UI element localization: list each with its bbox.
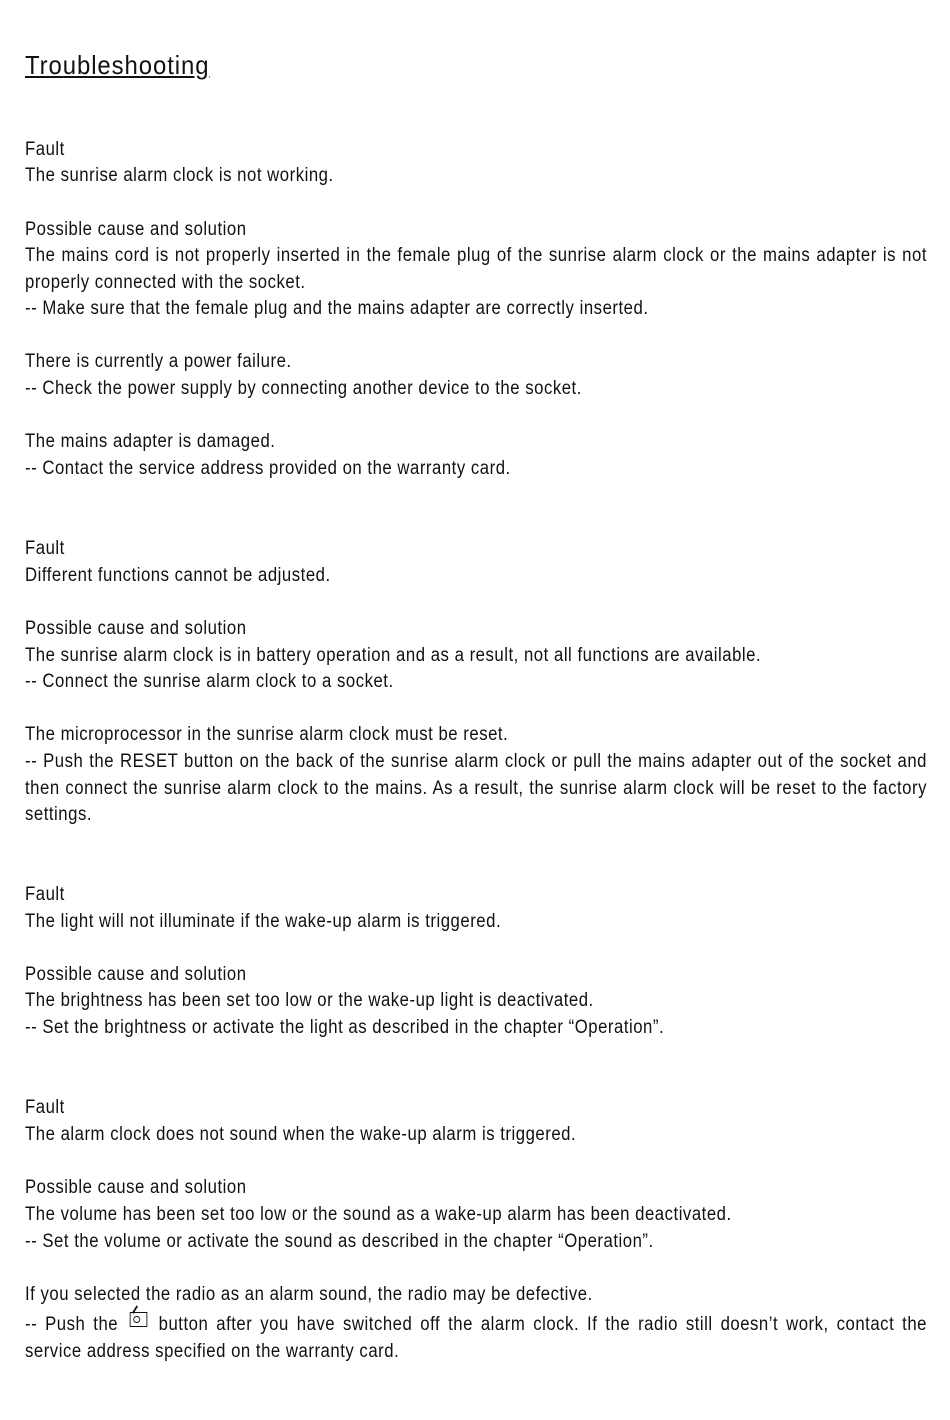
cause-text: The microprocessor in the sunrise alarm clock must be reset. — [25, 724, 509, 745]
fault-label: Fault — [25, 139, 65, 160]
cause-text: The brightness has been set too low or the wake-up light is deactivated. — [25, 990, 594, 1011]
fault-text: The sunrise alarm clock is not working. — [25, 165, 334, 186]
solution-text: -- Contact the service address provided on the warranty card. — [25, 458, 511, 479]
solution-text: -- Make sure that the female plug and the mains adapter are correctly inserted. — [25, 298, 649, 319]
fault-text: Different functions cannot be adjusted. — [25, 565, 331, 586]
cause-text: The volume has been set too low or the sound as a wake-up alarm has been deactivated. — [25, 1204, 732, 1225]
fault-label: Fault — [25, 1097, 65, 1118]
cause-text: The sunrise alarm clock is in battery operation and as a result, not all functions are available. — [25, 645, 762, 666]
solution-text: -- Connect the sunrise alarm clock to a socket. — [25, 671, 394, 692]
radio-icon — [130, 1312, 148, 1327]
fault-label: Fault — [25, 538, 65, 559]
cause-text: If you selected the radio as an alarm sound, the radio may be defective. — [25, 1284, 593, 1305]
cause-text: The mains cord is not properly inserted in the female plug of the sunrise alarm clock or the mains adapter is not properly connected with the socket. — [25, 245, 927, 293]
fault-label: Fault — [25, 884, 65, 905]
page-title: Troubleshooting — [25, 50, 210, 80]
fault-text: The alarm clock does not sound when the wake-up alarm is triggered. — [25, 1124, 577, 1145]
cause-label: Possible cause and solution — [25, 1177, 247, 1198]
solution-text: -- Set the brightness or activate the light as described in the chapter “Operation”. — [25, 1017, 665, 1038]
cause-text: There is currently a power failure. — [25, 351, 292, 372]
cause-text: The mains adapter is damaged. — [25, 431, 276, 452]
cause-label: Possible cause and solution — [25, 618, 247, 639]
solution-text: -- Set the volume or activate the sound as described in the chapter “Operation”. — [25, 1231, 654, 1252]
solution-text: -- Check the power supply by connecting another device to the socket. — [25, 378, 582, 399]
fault-text: The light will not illuminate if the wake-up alarm is triggered. — [25, 911, 502, 932]
solution-text — [25, 1312, 927, 1365]
solution-prefix: -- Push the — [25, 1314, 119, 1335]
cause-label: Possible cause and solution — [25, 219, 247, 240]
solution-text: -- Push the RESET button on the back of the sunrise alarm clock or pull the mains adapter out of the socket and then connect the sunrise alarm clock to the mains. As a result, the sunrise alarm clock will be reset to the factory settings. — [25, 751, 927, 826]
solution-suffix: button after you have switched off the alarm clock. If the radio still doesn’t work, contact the service address specified on the warranty card. — [25, 1314, 927, 1362]
cause-label: Possible cause and solution — [25, 964, 247, 985]
